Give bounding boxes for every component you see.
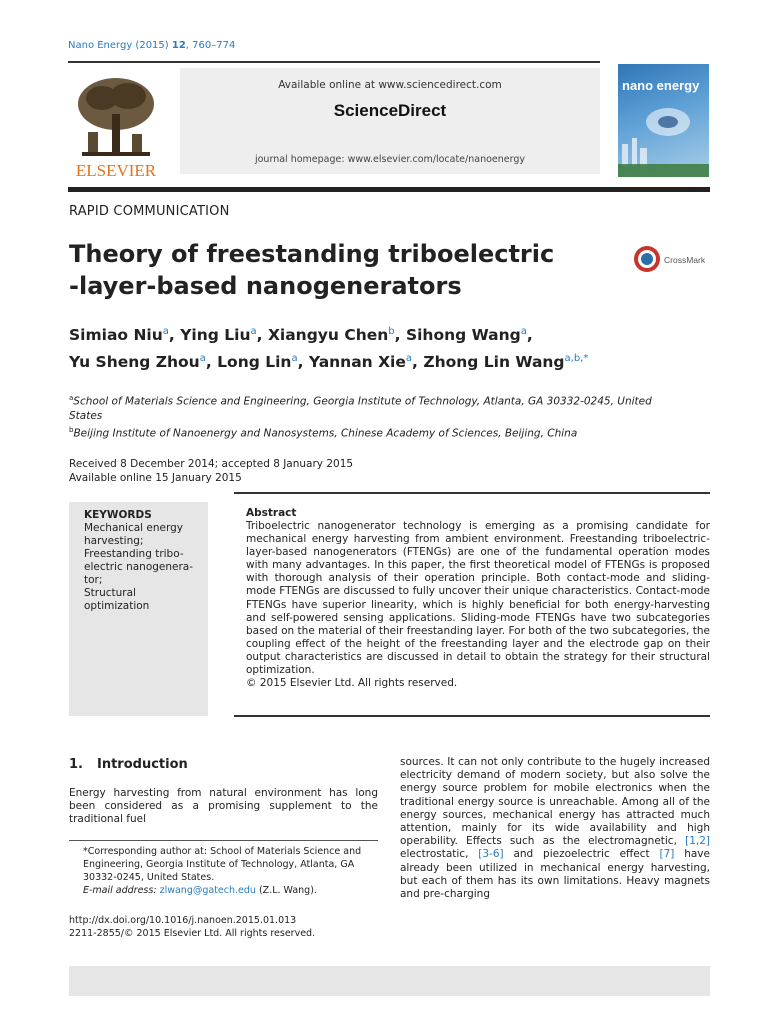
intro-text-3: and piezoelectric effect [503, 848, 660, 861]
author-affiliation-sup[interactable]: a [520, 326, 527, 337]
author-affiliation-sup[interactable]: a [291, 353, 298, 365]
author-separator: , [256, 326, 268, 345]
article-dates [69, 457, 353, 485]
citation-link-3[interactable]: [7] [659, 848, 675, 861]
affiliation-b-text: Beijing Institute of Nanoenergy and Nanosystems, Chinese Academy of Sciences, Beijing, China [73, 427, 578, 439]
email-note [69, 884, 378, 897]
abstract-title: Abstract [246, 507, 297, 519]
author-name[interactable]: Long Lin [217, 353, 292, 372]
author-name[interactable]: Xiangyu Chen [267, 326, 389, 345]
footnote-rule [69, 840, 378, 841]
authors-line-1 [69, 320, 669, 347]
author-name[interactable]: Sihong Wang [405, 326, 521, 345]
author-separator: , [526, 326, 533, 345]
author-separator: , [412, 353, 424, 372]
author-affiliation-sup[interactable]: a [199, 353, 206, 365]
article-title [69, 238, 589, 302]
abstract-body [246, 520, 710, 690]
author-name[interactable]: Ying Liu [180, 326, 251, 345]
keyword-item: Freestanding tribo-electric nanogenera-tor; [84, 548, 194, 586]
author-name[interactable]: Simiao Niu [69, 326, 163, 345]
author-name[interactable]: Yu Sheng Zhou [69, 353, 200, 372]
citation-link-2[interactable]: [3-6] [478, 848, 504, 861]
article-type: RAPID COMMUNICATION [69, 204, 230, 219]
header-main-rule [68, 187, 710, 192]
citation-link-1[interactable]: [1,2] [685, 835, 710, 848]
journal-name: Nano Energy (2015) [68, 40, 169, 51]
journal-reference[interactable] [68, 40, 235, 51]
elsevier-wordmark: ELSEVIER [75, 161, 157, 180]
author-list [69, 320, 669, 374]
author-name[interactable]: Zhong Lin Wang [423, 353, 565, 372]
email-suffix: (Z.L. Wang). [258, 885, 317, 896]
doi-block [69, 914, 315, 940]
keyword-item: Structural optimization [84, 587, 150, 612]
email-link[interactable]: zlwang@gatech.edu [159, 885, 256, 896]
journal-cover [618, 64, 709, 177]
email-label: E-mail address: [83, 885, 157, 896]
received-date: Received 8 December 2014; accepted 8 January 2015 [69, 458, 354, 470]
abstract-top-rule [234, 492, 710, 494]
journal-volume: 12 [171, 40, 186, 51]
affiliations [69, 391, 669, 440]
intro-left-column: Energy harvesting from natural environment has long been considered as a promising supplement to the traditional fuel [69, 787, 378, 826]
journal-pages: , 760–774 [185, 40, 236, 51]
intro-text-1: sources. It can not only contribute to the hugely increased electricity demand of modern society, but also solve the energy source problem for mobile electronics when the traditional energy source is unreachable. Among all of the energy sources, mechanical energy has attracted much attention, mainly for its wide availability and high operability. Effects such as the electromagnetic, [400, 756, 710, 848]
cover-title: nano energy [622, 78, 700, 93]
affiliation-a-text: School of Materials Science and Engineering, Georgia Institute of Technology, Atlanta, GA 30332-0245, United States [69, 395, 652, 422]
doi-link[interactable]: http://dx.doi.org/10.1016/j.nanoen.2015.01.013 [69, 915, 297, 926]
available-date: Available online 15 January 2015 [69, 472, 242, 484]
affiliation-b-sup: b [69, 425, 74, 434]
intro-text-4: have already been utilized in mechanical energy harvesting, but each of them has its own limitations. Heavy magnets and pre-charging [400, 848, 710, 901]
journal-homepage[interactable]: journal homepage: www.elsevier.com/locate/nanoenergy [254, 154, 526, 165]
section-heading-introduction [69, 757, 188, 772]
section-number: 1. [69, 757, 83, 772]
page-footer-bar [69, 966, 710, 996]
header-top-rule [68, 61, 600, 63]
author-affiliation-sup[interactable]: a [405, 353, 413, 365]
corresponding-author-note: *Corresponding author at: School of Materials Science and Engineering, Georgia Institute of Technology, Atlanta, GA 30332-0245, United States. [83, 846, 362, 883]
author-separator: , [394, 326, 406, 345]
keyword-item: Mechanical energy harvesting; [84, 522, 184, 547]
title-line-2: -layer-based nanogenerators [69, 272, 462, 300]
author-name[interactable]: Yannan Xie [308, 353, 406, 372]
author-separator: , [205, 353, 218, 372]
authors-line-2 [69, 347, 669, 374]
crossmark-label: CrossMark [664, 255, 706, 265]
author-affiliation-sup[interactable]: a,b,* [564, 353, 589, 365]
affiliation-a [69, 391, 669, 423]
author-affiliation-sup[interactable]: a [162, 326, 169, 337]
issn-copyright: 2211-2855/© 2015 Elsevier Ltd. All rights reserved. [69, 928, 316, 939]
crossmark-badge[interactable] [632, 244, 712, 274]
author-separator: , [297, 353, 309, 372]
sciencedirect-logo[interactable]: ScienceDirect [333, 101, 447, 120]
author-affiliation-sup[interactable]: a [250, 326, 257, 337]
abstract-copyright: © 2015 Elsevier Ltd. All rights reserved. [246, 677, 458, 690]
keywords-list [84, 522, 204, 613]
author-affiliation-sup[interactable]: b [388, 326, 395, 337]
intro-right-column [400, 756, 710, 901]
intro-text-2: electrostatic, [400, 848, 479, 861]
footnote [69, 845, 378, 897]
available-online[interactable]: Available online at www.sciencedirect.com [278, 79, 502, 91]
affiliation-b [69, 423, 669, 441]
abstract-bottom-rule [234, 715, 710, 717]
keywords-title: KEYWORDS [84, 509, 152, 521]
title-line-1: Theory of freestanding triboelectric [69, 240, 555, 268]
affiliation-a-sup: a [69, 394, 74, 402]
section-title: Introduction [96, 757, 188, 772]
abstract-text: Triboelectric nanogenerator technology is emerging as a promising candidate for mechanical energy harvesting from ambient environment. Freestanding triboelectric-layer-based nanogenerators (FTENGs) are one of the fundamental operation modes with many advantages. In this paper, the first theoretical model of FTENGs is proposed with thorough analysis of their operation principle. Both contact-mode and sliding-mode FTENGs are discussed to fully uncover their unique characteristics. Contact-mode FTENGs have superior linearity, which is highly beneficial for both energy-harvesting and self-powered sensing applications. Sliding-mode FTENGs have two subcategories based on the material of their freestanding layer. For both of the two subcategories, the coupling effect of the height of the freestanding layer and the electrode gap on their output characteristics are discussed in detail to obtain the strategy for their structural optimization. [246, 520, 710, 677]
elsevier-logo [68, 74, 164, 180]
author-separator: , [168, 326, 181, 345]
